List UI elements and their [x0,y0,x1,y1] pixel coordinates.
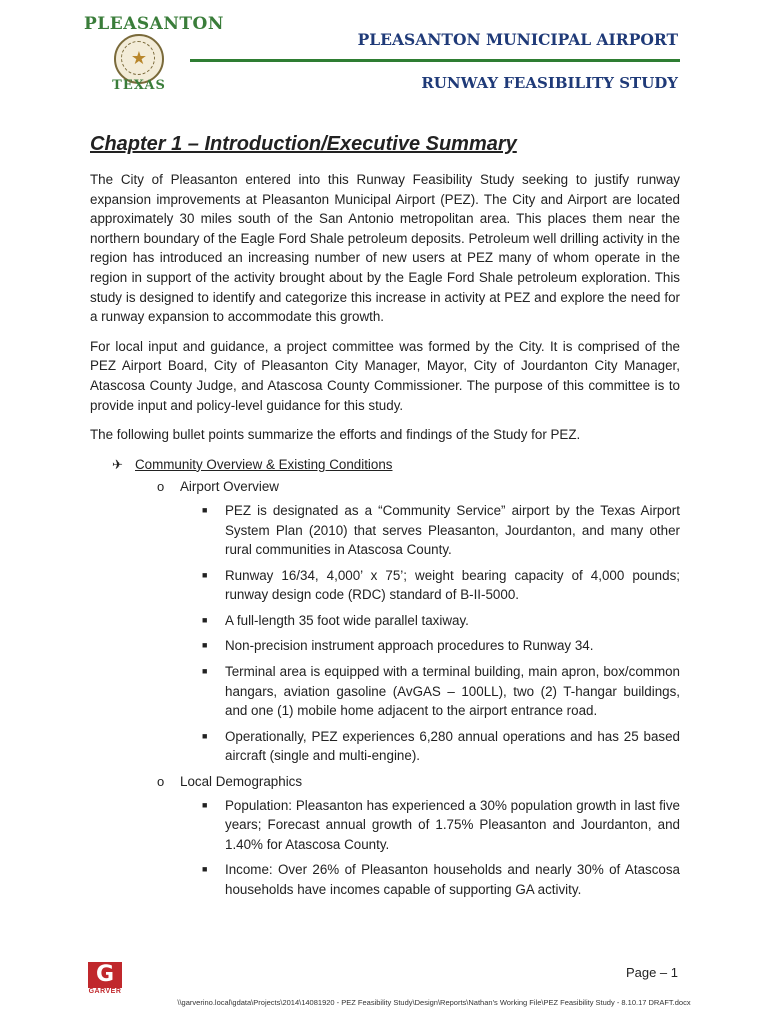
section-heading: Community Overview & Existing Conditions [135,456,393,472]
list-item: ■ Operationally, PEZ experiences 6,280 annual operations and has 25 based aircraft (single and multi-engine). [202,728,680,764]
sub-bullet [90,772,680,792]
circle-bullet-icon: o [157,774,165,790]
summary-paragraph: The following bullet points summarize the efforts and findings of the Study for PEZ. [90,427,581,443]
list-item: ■ Runway 16/34, 4,000’ x 75’; weight bearing capacity of 4,000 pounds; runway design code (RDC) standard of B-II-5000. [202,567,680,603]
list-item: ■ Income: Over 26% of Pleasanton households and nearly 30% of Atascosa households have incomes capable of supporting GA activity. [202,862,680,897]
logo-top-text: PLEASANTON [84,14,224,34]
sub-heading-airport-overview: Airport Overview [180,479,279,495]
circle-bullet-icon: o [157,479,165,495]
file-path: \\garverino.local\gdata\Projects\2014\14081920 - PEZ Feasibility Study\Design\Reports\Nathan's Working File\PEZ Feasibility Study - 8.10.17 DRAFT.docx [177,998,691,1007]
committee-paragraph: For local input and guidance, a project committee was formed by the City. It is comprised of the PEZ Airport Board, City of Pleasanton City Manager, Mayor, City of Jourdanton City Manager, Atascosa County Judge, and Atascosa County Commissioner. The purpose of this committee is to provide input and policy-level guidance for this study. [90,338,680,413]
square-bullet-icon: ■ [202,504,208,515]
sub-bullet [90,477,680,497]
square-bullet-icon: ■ [202,614,208,625]
city-logo [84,12,224,96]
square-bullet-icon: ■ [202,666,208,677]
city-seal [114,34,164,84]
garver-logo-text: GARVER [88,988,122,995]
square-bullet-icon: ■ [202,730,208,741]
square-bullet-icon: ■ [202,864,208,875]
list-item: ■ Non-precision instrument approach procedures to Runway 34. [90,636,680,656]
square-bullet-icon: ■ [202,799,208,810]
list-item: ■ Terminal area is equipped with a terminal building, main apron, box/common hangars, aviation gasoline (AvGAS – 100LL), two (2) T-hangar buildings, and one (1) mobile home adjacent to the airport entrance road. [202,664,680,719]
document-body [90,170,680,906]
header-divider [190,59,680,62]
header-subtitle: RUNWAY FEASIBILITY STUDY [421,74,678,92]
square-bullet-icon: ■ [202,569,208,580]
airplane-icon: ✈ [112,456,123,472]
header-title: PLEASANTON MUNICIPAL AIRPORT [357,30,678,49]
garver-logo: G GARVER [88,962,122,995]
logo-bottom-text: TEXAS [112,78,166,93]
star-icon: ★ [130,48,148,68]
page-number: Page – 1 [625,965,678,980]
list-item: ■ Population: Pleasanton has experienced a 30% population growth in last five years; Forecast annual growth of 1.75% Pleasanton and Jourdanton, and 1.40% for Atascosa County. [202,797,680,852]
chapter-title: Chapter 1 – Introduction/Executive Summary [90,133,517,155]
bullet-section [90,455,680,475]
sub-heading-local-demographics: Local Demographics [180,774,303,790]
list-item: ■ A full-length 35 foot wide parallel taxiway. [90,611,680,631]
square-bullet-icon: ■ [202,640,208,651]
list-item: ■ PEZ is designated as a “Community Service” airport by the Texas Airport System Plan (2010) that serves Pleasanton, Jourdanton, and many other rural communities in Atascosa County. [202,502,680,558]
intro-paragraph: The City of Pleasanton entered into this Runway Feasibility Study seeking to justify runway expansion improvements at Pleasanton Municipal Airport (PEZ). The City and Airport are located approximately 30 miles south of the San Antonio metropolitan area. This places them near the northern boundary of the Eagle Ford Shale petroleum deposits. Petroleum well drilling activity in the region has introduced an increasing number of new users at PEZ many of whom operate in the region in support of the activity brought about by the Eagle Ford Shale petroleum exploration. This study is designed to identify and categorize this increase in activity at PEZ and explore the need for a runway expansion to accommodate this growth. [90,172,680,325]
